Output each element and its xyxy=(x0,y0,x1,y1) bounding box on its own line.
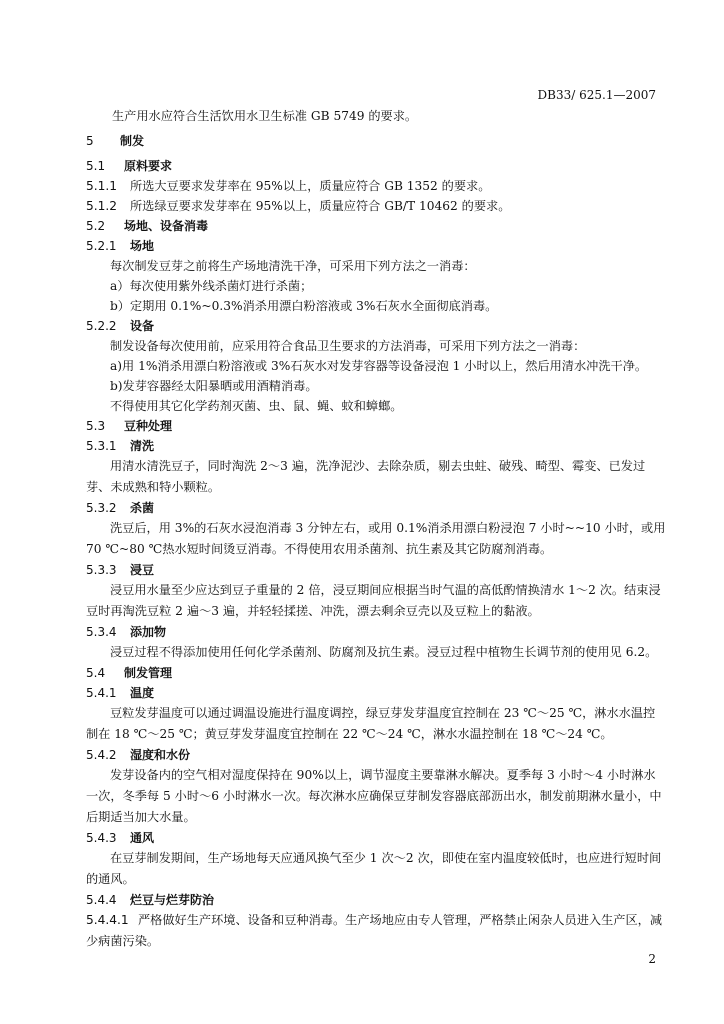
clause-5-3-4-text: 浸豆过程不得添加使用任何化学杀菌剂、防腐剂及抗生素。浸豆过程中植物生长调节剂的使用见 6.2。 xyxy=(110,645,658,659)
intro-line: 生产用水应符合生活饮用水卫生标准 GB 5749 的要求。 xyxy=(112,109,418,123)
section-5-3-4-heading: 5.3.4 添加物 xyxy=(86,625,167,639)
clause-5-2-1-line: 每次制发豆芽之前将生产场地清洗干净，可采用下列方法之一消毒： xyxy=(110,259,476,273)
section-5-heading: 5 制发 xyxy=(86,134,145,148)
clause-5-2-2-line: 不得使用其它化学药剂灭菌、虫、鼠、蝇、蚊和蟑螂。 xyxy=(110,399,403,413)
clause-5-1-1: 5.1.1 所选大豆要求发芽率在 95%以上，质量应符合 GB 1352 的要求。 xyxy=(86,179,491,193)
clause-5-4-2-text: 发芽设备内的空气相对湿度保持在 90%以上，调节湿度主要靠淋水解决。夏季每 3 小时～4 小时淋水一次，冬季每 5 小时～6 小时淋水一次。每次淋水应确保豆芽制发容器底部沥出水，制发前期淋水量小，中后期适当加大水量。 xyxy=(86,768,662,824)
clause-5-3-3-text: 浸豆用水量至少应达到豆子重量的 2 倍，浸豆期间应根据当时气温的高低酌情换清水 1～2 次。结束浸豆时再淘洗豆粒 2 遍～3 遍，并轻轻揉搓、冲洗，漂去剩余豆壳以及豆粒上的黏液。 xyxy=(86,583,661,618)
section-5-1-heading: 5.1 原料要求 xyxy=(86,159,173,173)
section-5-2-2-heading: 5.2.2 设备 xyxy=(86,319,155,333)
clause-5-1-2: 5.1.2 所选绿豆要求发芽率在 95%以上，质量应符合 GB/T 10462 的要求。 xyxy=(86,199,511,213)
section-5-4-3-heading: 5.4.3 通风 xyxy=(86,831,155,845)
page-number: 2 xyxy=(648,952,656,966)
document-body xyxy=(86,106,666,952)
section-5-4-4-heading: 5.4.4 烂豆与烂芽防治 xyxy=(86,893,215,907)
clause-5-2-2-line: a)用 1%消杀用漂白粉溶液或 3%石灰水对发芽容器等设备浸泡 1 小时以上，然后用清水冲洗干净。 xyxy=(110,359,648,373)
clause-5-2-1-line: b）定期用 0.1%~0.3%消杀用漂白粉溶液或 3%石灰水全面彻底消毒。 xyxy=(110,299,498,313)
clause-5-4-1-text: 豆粒发芽温度可以通过调温设施进行温度调控，绿豆芽发芽温度宜控制在 23 ℃～25 ℃，淋水水温控制在 18 ℃～25 ℃；黄豆芽发芽温度宜控制在 22 ℃～24 ℃，淋水水温控制在 18 ℃～24 ℃。 xyxy=(86,706,656,741)
section-5-4-2-heading: 5.4.2 湿度和水份 xyxy=(86,748,191,762)
clause-5-4-4-1: 5.4.4.1 严格做好生产环境、设备和豆种消毒。生产场地应由专人管理，严格禁止闲杂人员进入生产区，减少病菌污染。 xyxy=(86,913,663,948)
clause-5-2-2-line: b)发芽容器经太阳暴晒或用酒精消毒。 xyxy=(110,379,318,393)
clause-5-3-1-text: 用清水清洗豆子，同时淘洗 2～3 遍，洗净泥沙、去除杂质，剔去虫蛀、破残、畸型、霉变、已发过芽、未成熟和特小颗粒。 xyxy=(86,459,646,494)
section-5-2-heading: 5.2 场地、设备消毒 xyxy=(86,219,209,233)
section-5-2-1-heading: 5.2.1 场地 xyxy=(86,239,155,253)
section-5-3-3-heading: 5.3.3 浸豆 xyxy=(86,563,155,577)
clause-5-2-2-line: 制发设备每次使用前，应采用符合食品卫生要求的方法消毒，可采用下列方法之一消毒： xyxy=(110,339,586,353)
section-5-3-1-heading: 5.3.1 清洗 xyxy=(86,439,155,453)
standard-code: DB33/ 625.1—2007 xyxy=(537,88,656,102)
section-5-4-1-heading: 5.4.1 温度 xyxy=(86,686,155,700)
section-5-3-2-heading: 5.3.2 杀菌 xyxy=(86,501,155,515)
section-5-3-heading: 5.3 豆种处理 xyxy=(86,419,173,433)
clause-5-3-2-text: 洗豆后，用 3%的石灰水浸泡消毒 3 分钟左右，或用 0.1%消杀用漂白粉浸泡 7 小时~~10 小时，或用 70 ℃~80 ℃热水短时间烫豆消毒。不得使用农用杀菌剂、抗生素及其它防腐剂消毒。 xyxy=(86,521,666,556)
clause-5-4-3-text: 在豆芽制发期间，生产场地每天应通风换气至少 1 次～2 次，即使在室内温度较低时，也应进行短时间的通风。 xyxy=(86,851,662,886)
section-5-4-heading: 5.4 制发管理 xyxy=(86,666,173,680)
clause-5-2-1-line: a）每次使用紫外线杀菌灯进行杀菌； xyxy=(110,279,313,293)
